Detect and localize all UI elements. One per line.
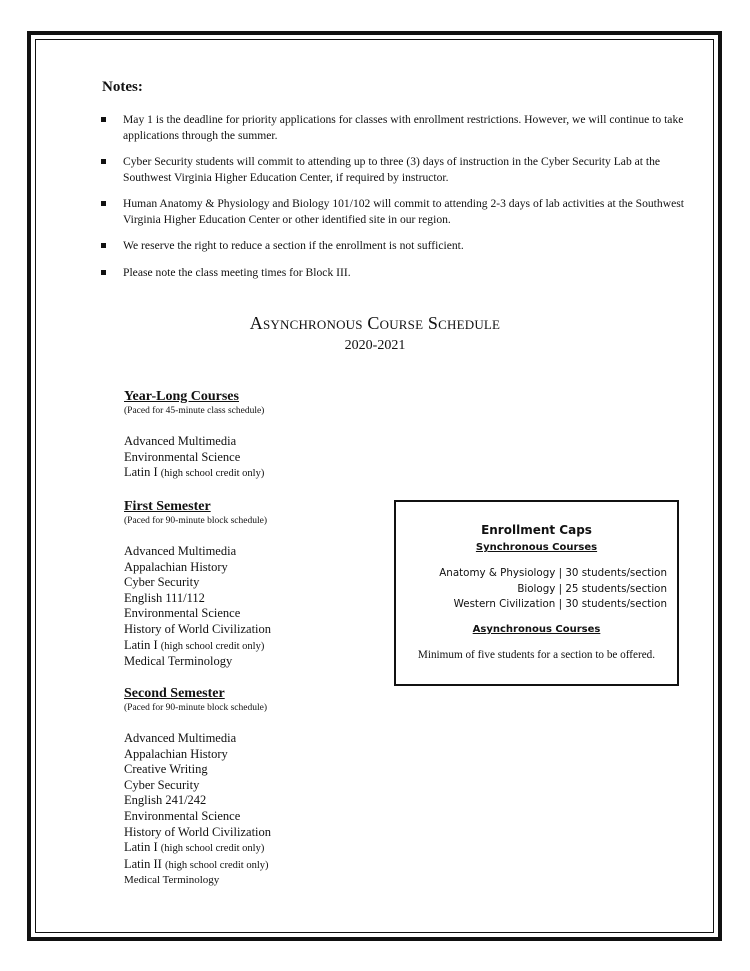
course-item xyxy=(124,450,264,466)
caps-row: Western Civilization | 30 students/section xyxy=(453,598,667,611)
note-item xyxy=(96,265,686,281)
caps-row: Biology | 25 students/section xyxy=(517,582,667,595)
schedule-year: 2020-2021 xyxy=(344,338,406,353)
course-item xyxy=(124,731,271,747)
course-name: Cyber Security xyxy=(124,777,200,792)
course-name: Medical Terminology xyxy=(124,654,233,669)
note-item xyxy=(96,112,686,143)
course-item xyxy=(124,622,271,638)
course-list xyxy=(124,731,271,889)
course-name: History of World Civilization xyxy=(124,824,272,839)
section-heading: Year-Long Courses xyxy=(124,389,239,404)
bullet-icon xyxy=(101,243,106,248)
course-qualifier: (high school credit only) xyxy=(164,859,269,871)
course-qualifier: (high school credit only) xyxy=(160,843,265,855)
enrollment-caps-box xyxy=(394,500,679,686)
course-item xyxy=(124,793,271,809)
course-name: Appalachian History xyxy=(124,559,228,574)
bullet-icon xyxy=(101,159,106,164)
course-name: Environmental Science xyxy=(124,808,241,823)
course-qualifier: (high school credit only) xyxy=(160,468,265,480)
section-heading: First Semester xyxy=(124,499,211,514)
course-name: Advanced Multimedia xyxy=(124,544,237,558)
course-item xyxy=(124,762,271,778)
course-name: Latin I xyxy=(124,840,158,855)
course-item xyxy=(124,575,271,591)
course-name: Appalachian History xyxy=(124,746,228,761)
first-semester-section xyxy=(124,499,271,670)
bullet-icon xyxy=(101,117,106,122)
note-text: May 1 is the deadline for priority applications for classes with enrollment restrictions. However, we will continue to take applications through the summer. xyxy=(123,113,684,142)
section-pacing-note: (Paced for 45-minute class schedule) xyxy=(124,406,265,416)
course-name: History of World Civilization xyxy=(124,621,272,636)
note-text: Cyber Security students will commit to attending up to three (3) days of instruction in the Cyber Security Lab at the Southwest Virginia Higher Education Center, if required by instructor. xyxy=(123,155,661,184)
course-item xyxy=(124,825,271,841)
course-name: Latin II xyxy=(124,856,162,871)
course-name: Cyber Security xyxy=(124,575,200,590)
asynchronous-heading: Asynchronous Courses xyxy=(472,624,601,635)
course-name: Advanced Multimedia xyxy=(124,434,237,448)
course-item xyxy=(124,638,271,655)
section-pacing-note: (Paced for 90-minute block schedule) xyxy=(124,703,267,713)
course-name: Medical Terminology xyxy=(124,874,220,887)
note-item xyxy=(96,196,686,227)
caps-row: Anatomy & Physiology | 30 students/section xyxy=(439,567,667,579)
course-item xyxy=(124,560,271,576)
course-item xyxy=(124,606,271,622)
course-name: Creative Writing xyxy=(124,762,208,777)
synchronous-heading: Synchronous Courses xyxy=(475,542,598,553)
course-name: Latin I xyxy=(124,465,158,480)
bullet-icon xyxy=(101,270,106,275)
notes-list xyxy=(96,112,686,291)
section-pacing-note: (Paced for 90-minute block schedule) xyxy=(124,516,267,526)
note-item xyxy=(96,238,686,254)
asynchronous-minimum-note: Minimum of five students for a section to be offered. xyxy=(417,649,656,661)
course-item xyxy=(124,840,271,857)
note-text: Human Anatomy & Physiology and Biology 101/102 will commit to attending 2-3 days of lab activities at the Southwest Virginia Higher Education Center or other identified site in our region. xyxy=(123,197,684,226)
course-item xyxy=(124,809,271,825)
course-item xyxy=(124,544,271,560)
note-text: We reserve the right to reduce a section if the enrollment is not sufficient. xyxy=(123,239,464,252)
course-item xyxy=(124,778,271,794)
schedule-title: Asynchronous Course Schedule xyxy=(249,313,501,333)
course-item xyxy=(124,591,271,607)
course-list xyxy=(124,544,271,670)
caps-title: Enrollment Caps xyxy=(481,523,592,537)
course-item xyxy=(124,873,271,889)
bullet-icon xyxy=(101,201,106,206)
second-semester-section xyxy=(124,686,271,889)
course-name: Advanced Multimedia xyxy=(124,731,237,745)
course-name: English 111/112 xyxy=(124,590,205,605)
synchronous-caps-list xyxy=(439,566,667,613)
course-item xyxy=(124,747,271,763)
section-heading: Second Semester xyxy=(124,686,225,701)
notes-heading: Notes: xyxy=(102,79,143,95)
note-text: Please note the class meeting times for Block III. xyxy=(123,265,351,279)
course-name: English 241/242 xyxy=(124,793,207,808)
course-item xyxy=(124,654,271,670)
course-list xyxy=(124,434,264,482)
course-item xyxy=(124,465,264,482)
course-name: Latin I xyxy=(124,637,158,652)
course-name: Environmental Science xyxy=(124,449,241,464)
note-item xyxy=(96,154,686,185)
course-name: Environmental Science xyxy=(124,606,241,621)
course-item xyxy=(124,434,264,450)
course-qualifier: (high school credit only) xyxy=(160,640,265,652)
course-item xyxy=(124,857,271,874)
year-long-section xyxy=(124,389,264,482)
